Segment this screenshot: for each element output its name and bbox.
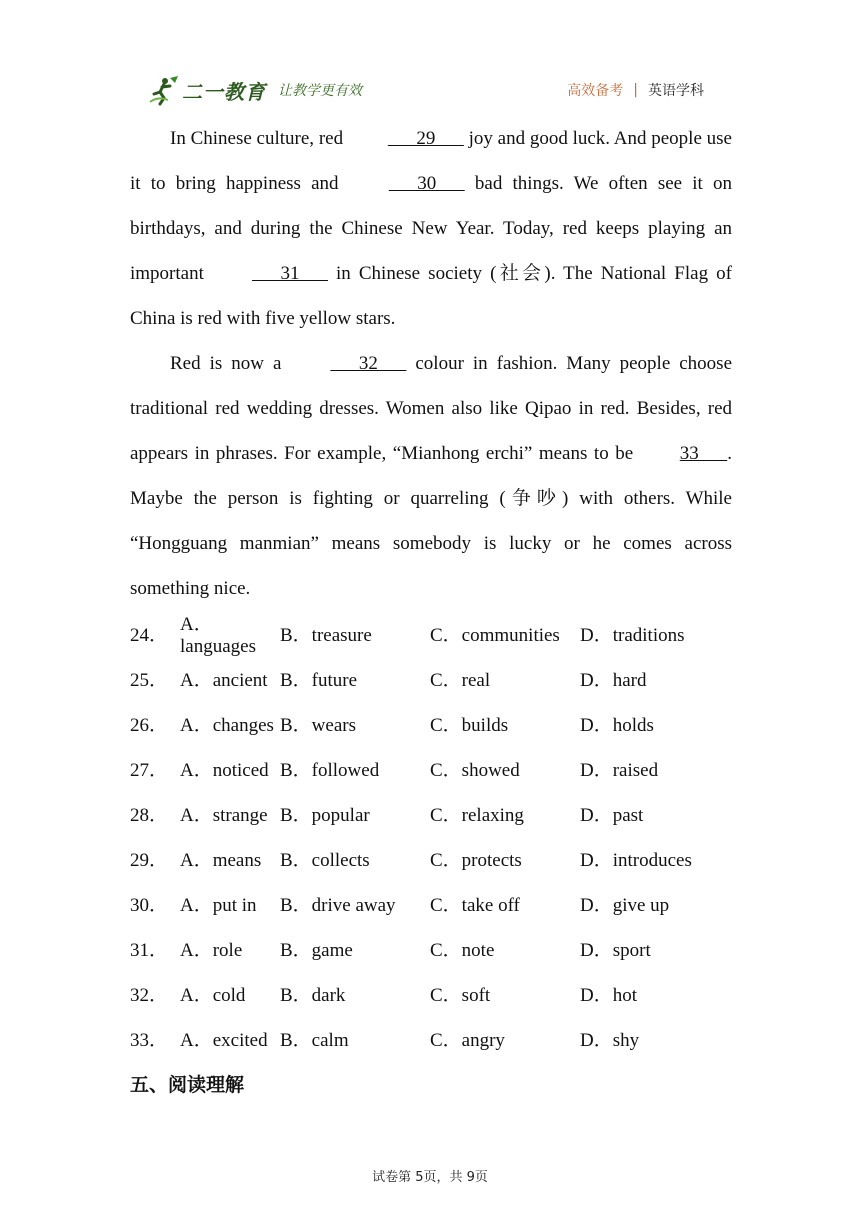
passage-paragraph-1: In Chinese culture, red 29 joy and good luck. And people use it to bring happiness and 30 bad things. We often see it on birthdays, and during the Chinese New Year. Today, red keeps playing an important 31 in Chinese society (社会). The National Flag of China is red with five yellow stars.	[130, 116, 732, 341]
answer-options	[130, 611, 732, 1061]
option-d: D．hot	[580, 985, 638, 1006]
question-number: 32．	[130, 985, 169, 1006]
option-b: B．popular	[280, 805, 370, 826]
blank-33: 33	[679, 443, 728, 464]
option-a: A．cold	[180, 985, 246, 1006]
option-b: B．future	[280, 670, 358, 691]
option-d: D．give up	[580, 895, 670, 916]
exam-content	[130, 116, 732, 1106]
section-title: 五、阅读理解	[130, 1074, 245, 1096]
question-number: 33．	[130, 1030, 169, 1051]
question-32	[130, 971, 732, 1016]
option-c: C．showed	[430, 760, 520, 781]
option-a: A．languages	[180, 614, 256, 657]
option-b: B．wears	[280, 715, 356, 736]
option-b: B．collects	[280, 850, 370, 871]
option-c: C．communities	[430, 625, 560, 646]
option-a: A．excited	[180, 1030, 268, 1051]
logo-text: 二一教育	[182, 79, 266, 104]
option-d: D．raised	[580, 760, 659, 781]
option-a: A．put in	[180, 895, 257, 916]
option-b: B．drive away	[280, 895, 396, 916]
question-number: 29．	[130, 850, 169, 871]
header-separator: |	[633, 82, 638, 98]
passage	[130, 116, 732, 611]
question-29	[130, 836, 732, 881]
runner-logo-icon	[148, 74, 180, 106]
blank-29: 29	[387, 128, 464, 149]
option-a: A．role	[180, 940, 243, 961]
option-d: D．sport	[580, 940, 651, 961]
subject-name: 英语学科	[648, 83, 704, 99]
passage-paragraph-2: Red is now a 32 colour in fashion. Many people choose traditional red wedding dresses. Women also like Qipao in red. Besides, red appears in phrases. For example, “Mianhong erchi” means to be 33 . Maybe the person is fighting or quarreling (争吵) with others. While “Hongguang manmian” means somebody is lucky or he comes across something nice.	[130, 341, 732, 611]
option-a: A．means	[180, 850, 262, 871]
option-b: B．followed	[280, 760, 380, 781]
question-24	[130, 611, 732, 656]
option-c: C．angry	[430, 1030, 505, 1051]
question-25	[130, 656, 732, 701]
question-number: 28．	[130, 805, 169, 826]
question-26	[130, 701, 732, 746]
question-number: 26．	[130, 715, 169, 736]
question-30	[130, 881, 732, 926]
option-a: A．strange	[180, 805, 268, 826]
option-d: D．introduces	[580, 850, 692, 871]
option-b: B．dark	[280, 985, 346, 1006]
question-33	[130, 1016, 732, 1061]
question-31	[130, 926, 732, 971]
option-c: C．protects	[430, 850, 522, 871]
option-b: B．game	[280, 940, 353, 961]
option-d: D．past	[580, 805, 644, 826]
option-b: B．calm	[280, 1030, 349, 1051]
question-number: 25．	[130, 670, 169, 691]
option-a: A．changes	[180, 715, 274, 736]
option-d: D．traditions	[580, 625, 685, 646]
question-number: 30．	[130, 895, 169, 916]
option-c: C．builds	[430, 715, 509, 736]
question-number: 27．	[130, 760, 169, 781]
page-header	[148, 72, 708, 112]
option-b: B．treasure	[280, 625, 372, 646]
question-number: 31．	[130, 940, 169, 961]
option-c: C．real	[430, 670, 491, 691]
option-c: C．take off	[430, 895, 520, 916]
option-c: C．soft	[430, 985, 491, 1006]
page-footer: 试卷第 5页，共 9页	[372, 1170, 488, 1185]
logo	[148, 72, 362, 108]
blank-31: 31	[251, 263, 328, 284]
prep-tag: 高效备考	[567, 83, 624, 99]
option-a: A．noticed	[180, 760, 269, 781]
question-28	[130, 791, 732, 836]
option-a: A．ancient	[180, 670, 268, 691]
subject-label	[567, 80, 704, 100]
blank-30: 30	[388, 173, 465, 194]
question-27	[130, 746, 732, 791]
blank-32: 32	[330, 353, 407, 374]
option-c: C．note	[430, 940, 495, 961]
option-d: D．holds	[580, 715, 654, 736]
option-c: C．relaxing	[430, 805, 524, 826]
question-number: 24．	[130, 625, 169, 646]
logo-slogan: 让教学更有效	[278, 83, 362, 99]
option-d: D．shy	[580, 1030, 640, 1051]
option-d: D．hard	[580, 670, 647, 691]
